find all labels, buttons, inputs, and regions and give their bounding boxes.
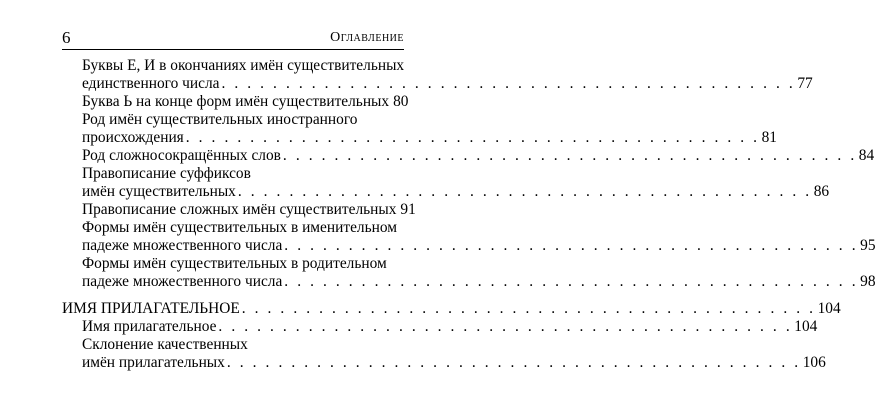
toc-entry-title: Имя прилагательное [82,318,217,335]
toc-entry-line: Род имён существительных иностранного [82,111,358,128]
toc-page-number: 104 [794,318,818,335]
toc-entry-title: имён существительных [82,183,236,200]
toc-entry-title: происхождения [82,129,184,146]
toc-page-number: 84 [858,147,875,164]
toc-entry-line: Формы имён существительных в родительном [82,255,387,272]
page-number: 6 [62,28,71,47]
toc-section-heading[interactable] [62,300,841,318]
dot-leader: . . . . . . . . . . . . . . . . . . . . . . . . . . . . . . . . . . . . . . . . . . . . . [282,147,857,164]
toc-entry-line: Формы имён существительных в именительном [82,219,397,236]
toc-entry[interactable] [82,93,409,111]
toc-page-number: 77 [797,75,813,92]
toc-entry[interactable] [82,273,876,291]
toc-page-number: 98 [860,273,876,290]
toc-page-number: 91 [400,201,416,218]
dot-leader: . . . . . . . . . . . . . . . . . . . . . . . . . . . . . . . . . . . . . . . . . . . . . [284,237,859,254]
toc-entry[interactable] [82,147,875,165]
toc-page-number: 81 [761,129,777,146]
toc-entry[interactable] [82,75,813,93]
toc-entry[interactable] [82,129,777,147]
header-rule [62,49,404,50]
dot-leader: . . . . . . . . . . . . . . . . . . . . . . . . . . . . . . . . . . . . . . . . . . . . . [185,129,760,146]
toc-entry-line: Правописание суффиксов [82,165,251,182]
toc-entry-title: единственного числа [82,75,220,92]
running-title: Оглавление [330,30,404,45]
toc-entry[interactable] [82,354,826,372]
dot-leader: . . . . . . . . . . . . . . . . . . . . . . . . . . . . . . . . . . . . . . . . . . . . . [284,273,859,290]
toc-entry-line: Буквы Е, И в окончаниях имён существительных [82,57,405,74]
toc-entry-line: Склонение качественных [82,336,248,353]
toc-entry[interactable] [82,183,830,201]
toc-entry-title: имён прилагательных [82,354,225,371]
dot-leader: . . . . . . . . . . . . . . . . . . . . . . . . . . . . . . . . . . . . . . . . . . . . . [226,354,801,371]
dot-leader: . . . . . . . . . . . . . . . . . . . . . . . . . . . . . . . . . . . . . . . . . . . . . [241,300,816,317]
toc-entry[interactable] [82,201,416,219]
toc-entry[interactable] [82,237,876,255]
toc-page-number: 86 [813,183,830,200]
page-header [62,28,404,48]
dot-leader: . . . . . . . . . . . . . . . . . . . . . . . . . . . . . . . . . . . . . . . . . . . . . [221,75,796,92]
toc-entry-title: Род сложносокращённых слов [82,147,281,164]
toc-entry-title: падеже множественного числа [82,237,283,254]
toc-entry-title: падеже множественного числа [82,273,283,290]
toc-entry-title: Буква Ь на конце форм имён существительных [82,93,390,110]
toc-page-number: 80 [393,93,409,110]
dot-leader: . . . . . . . . . . . . . . . . . . . . . . . . . . . . . . . . . . . . . . . . . . . . . [237,183,812,200]
toc-page-number: 95 [860,237,876,254]
toc-page-number: 104 [817,300,841,317]
toc-page-number: 106 [802,354,826,371]
toc-entry[interactable] [82,318,818,336]
section-title: ИМЯ ПРИЛАГАТЕЛЬНОЕ [62,300,240,317]
dot-leader: . . . . . . . . . . . . . . . . . . . . . . . . . . . . . . . . . . . . . . . . . . . . . [218,318,793,335]
toc-entry-title: Правописание сложных имён существительных [82,201,397,218]
